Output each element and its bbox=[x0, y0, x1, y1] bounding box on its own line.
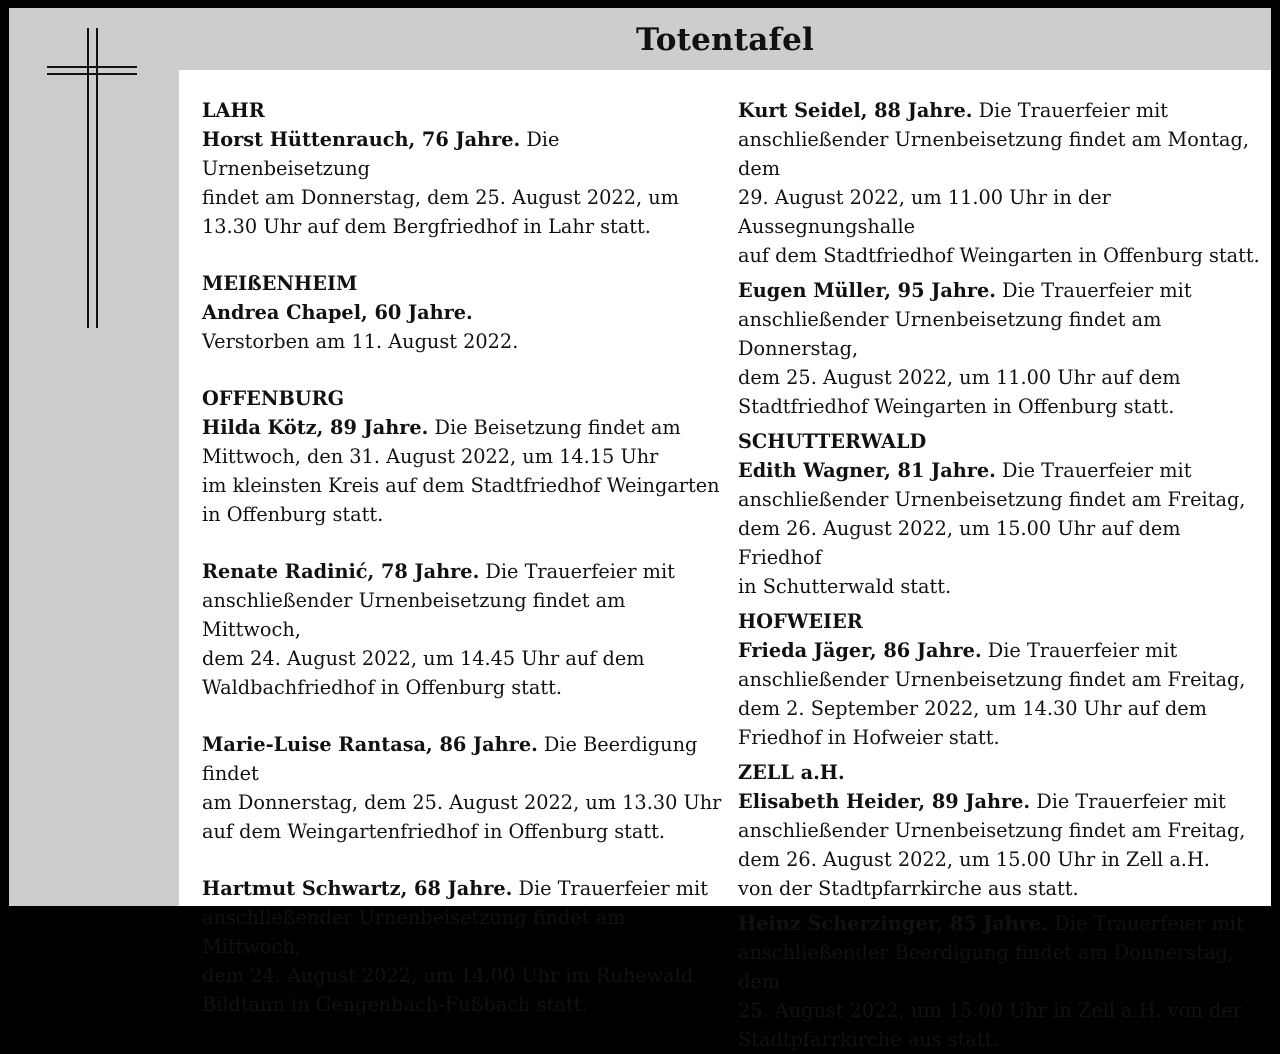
entry-text: Die Beerdigung findet am Donnerstag, dem 25. August 2022, um 13.30 Uhr auf dem Weingartenfriedhof in Offenburg statt. bbox=[202, 733, 722, 843]
entry-name: Frieda Jäger, 86 Jahre. bbox=[738, 639, 982, 662]
entry-text: Die Trauerfeier mit anschließender Urnenbeisetzung findet am Mittwoch, dem 24. August 2022, um 14.00 Uhr im Ruhewald Bildtann in Gengenbach-Fußbach statt. bbox=[202, 877, 708, 1016]
entry-text: Die Trauerfeier mit anschließender Urnenbeisetzung findet am Freitag, dem 2. September 2022, um 14.30 Uhr auf dem Friedhof in Hofweier statt. bbox=[738, 639, 1246, 749]
entry-text: Die Trauerfeier mit anschließender Urnenbeisetzung findet am Mittwoch, dem 24. August 2022, um 14.45 Uhr auf dem Waldbachfriedhof in Offenburg statt. bbox=[202, 560, 675, 699]
entry-text: Die Trauerfeier mit anschließender Urnenbeisetzung findet am Donnerstag, dem 25. August 2022, um 11.00 Uhr auf dem Stadtfriedhof Weingarten in Offenburg statt. bbox=[738, 279, 1192, 418]
page-title: Totentafel bbox=[635, 22, 814, 58]
obituary-entry bbox=[738, 909, 1268, 1054]
entry-name: Kurt Seidel, 88 Jahre. bbox=[738, 99, 973, 122]
town-heading-hofweier: HOFWEIER bbox=[738, 610, 863, 633]
entry-text: Die Trauerfeier mit anschließender Urnenbeisetzung findet am Freitag, dem 26. August 2022, um 15.00 Uhr in Zell a.H. von der Stadtpfarrkirche aus statt. bbox=[738, 790, 1246, 900]
obituary-entry bbox=[202, 557, 722, 702]
left-column bbox=[202, 96, 722, 1019]
obituary-entry bbox=[738, 636, 1268, 752]
entry-text: Die Trauerfeier mit anschließender Beerdigung findet am Donnerstag, dem 25. August 2022, um 15.00 Uhr in Zell a.H. von der Stadtpfarrkirche aus statt. bbox=[738, 912, 1244, 1051]
entry-name: Edith Wagner, 81 Jahre. bbox=[738, 459, 996, 482]
entry-name: Marie-Luise Rantasa, 86 Jahre. bbox=[202, 733, 538, 756]
obituary-entry bbox=[738, 96, 1268, 270]
obituary-entry bbox=[738, 456, 1268, 601]
entry-text: Verstorben am 11. August 2022. bbox=[202, 330, 519, 353]
entry-text: Die Trauerfeier mit anschließender Urnenbeisetzung findet am Freitag, dem 26. August 2022, um 15.00 Uhr auf dem Friedhof in Schutterwald statt. bbox=[738, 459, 1246, 598]
obituary-entry bbox=[202, 298, 722, 356]
obituary-entry bbox=[738, 276, 1268, 421]
entry-text: Die Beisetzung findet am Mittwoch, den 31. August 2022, um 14.15 Uhr im kleinsten Kreis auf dem Stadtfriedhof Weingarten in Offenburg statt. bbox=[202, 416, 720, 526]
entry-name: Hilda Kötz, 89 Jahre. bbox=[202, 416, 429, 439]
obituary-page bbox=[9, 8, 1271, 1051]
obituary-entry bbox=[738, 787, 1268, 903]
entry-name: Hartmut Schwartz, 68 Jahre. bbox=[202, 877, 513, 900]
town-heading-schutterwald: SCHUTTERWALD bbox=[738, 430, 927, 453]
cross-icon bbox=[9, 8, 179, 348]
town-heading-lahr: LAHR bbox=[202, 99, 265, 122]
entry-name: Horst Hüttenrauch, 76 Jahre. bbox=[202, 128, 521, 151]
entry-name: Elisabeth Heider, 89 Jahre. bbox=[738, 790, 1031, 813]
obituary-entry bbox=[202, 413, 722, 529]
entry-name: Renate Radinić, 78 Jahre. bbox=[202, 560, 480, 583]
town-heading-zell: ZELL a.H. bbox=[738, 761, 845, 784]
entry-text: Die Urnenbeisetzung findet am Donnerstag, dem 25. August 2022, um 13.30 Uhr auf dem Bergfriedhof in Lahr statt. bbox=[202, 128, 679, 238]
obituary-entry bbox=[202, 730, 722, 846]
right-column bbox=[738, 96, 1268, 1054]
town-heading-offenburg: OFFENBURG bbox=[202, 387, 345, 410]
obituary-entry bbox=[202, 874, 722, 1019]
obituary-entry bbox=[202, 125, 722, 241]
content-panel bbox=[179, 70, 1271, 1051]
entry-text: Die Trauerfeier mit anschließender Urnenbeisetzung findet am Montag, dem 29. August 2022, um 11.00 Uhr in der Aussegnungshalle auf dem Stadtfriedhof Weingarten in Offenburg statt. bbox=[738, 99, 1260, 267]
entry-name: Heinz Scherzinger, 85 Jahre. bbox=[738, 912, 1049, 935]
town-heading-meissenheim: MEIßENHEIM bbox=[202, 272, 358, 295]
entry-name: Andrea Chapel, 60 Jahre. bbox=[202, 301, 473, 324]
entry-name: Eugen Müller, 95 Jahre. bbox=[738, 279, 996, 302]
